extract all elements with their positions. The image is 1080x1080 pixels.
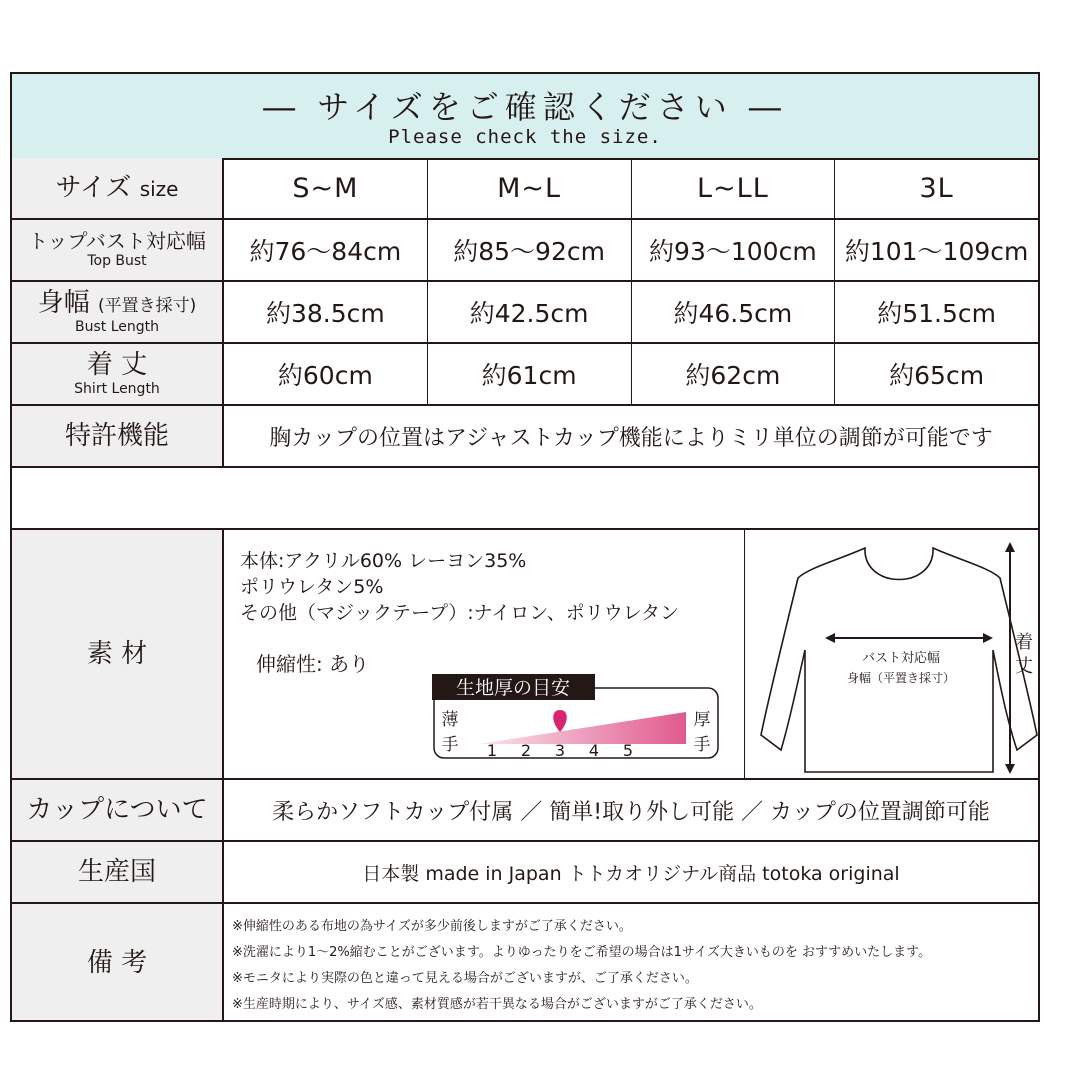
- page-title: ― サイズをご確認ください ―: [263, 88, 787, 126]
- gauge-thin-top: 薄: [441, 710, 459, 730]
- material-line: その他（マジックテープ）:ナイロン、ポリウレタン: [240, 602, 680, 624]
- size-l-ll: L~LL: [632, 158, 836, 218]
- width-label: [12, 282, 224, 342]
- length-arrow-top-icon: [1005, 542, 1015, 552]
- title-banner: [12, 74, 1038, 160]
- size-chart: [10, 72, 1040, 1022]
- material-composition: [240, 548, 679, 626]
- stretch-info: 伸縮性: あり: [256, 652, 370, 676]
- note-item: ※生産時期により、サイズ感、素材質感が若干異なる場合がございますがご了承ください。: [232, 997, 762, 1012]
- note-item: ※伸縮性のある布地の為サイズが多少前後しますがご了承ください。: [232, 919, 632, 934]
- width-label-jp: 身幅: [37, 288, 90, 318]
- width-label-1: バスト対応幅: [861, 651, 941, 666]
- bust-value: 約93～100cm: [632, 220, 836, 280]
- width-label-2: 身幅（平置き採寸）: [846, 671, 956, 685]
- gauge-title: 生地厚の目安: [455, 677, 571, 699]
- garment-illustration: [745, 530, 1040, 778]
- bust-label-en: Top Bust: [87, 253, 147, 270]
- size-s-m: S~M: [224, 158, 428, 218]
- notes-row: [12, 904, 1038, 1022]
- patent-text: 胸カップの位置はアジャストカップ機能によりミリ単位の調節が可能です: [269, 425, 993, 451]
- origin-row: [12, 842, 1038, 904]
- patent-row: [12, 406, 1038, 468]
- gauge-thick-bottom: 手: [693, 735, 711, 755]
- bust-value: 約101～109cm: [844, 237, 1029, 266]
- notes-label: [12, 904, 224, 1022]
- length-value: 約60cm: [224, 344, 428, 404]
- length-value: 約65cm: [889, 361, 985, 390]
- gauge-tick: 1: [486, 741, 498, 760]
- length-value: 約61cm: [428, 344, 632, 404]
- origin-text: 日本製 made in Japan トトカオリジナル商品 totoka original: [362, 862, 900, 885]
- width-value: 約42.5cm: [428, 282, 632, 342]
- gauge-tick: 4: [588, 741, 600, 760]
- length-label-en: Shirt Length: [74, 380, 160, 397]
- material-line: ポリウレタン5%: [240, 576, 384, 598]
- origin-label: [12, 842, 224, 902]
- note-item: ※モニタにより実際の色と違って見える場合がございますが、ご了承ください。: [232, 971, 698, 986]
- width-value: 約38.5cm: [224, 282, 428, 342]
- length-label-2: 丈: [1015, 656, 1033, 677]
- gauge-thin-bottom: 手: [441, 735, 459, 755]
- gauge-tick: 3: [554, 741, 566, 760]
- width-label-note: (平置き採寸): [98, 296, 197, 316]
- origin-label-text: 生産国: [77, 856, 156, 887]
- bust-row: [12, 220, 1038, 282]
- patent-label-text: 特許機能: [64, 420, 169, 451]
- note-item: ※洗濯により1～2%縮むことがございます。よりゆったりをご希望の場合は1サイズ大きいものを おすすめいたします。: [232, 945, 932, 960]
- bust-label: [12, 220, 224, 280]
- material-info: [224, 530, 745, 778]
- garment-diagram: [745, 530, 1038, 778]
- size-3l: 3L: [919, 172, 954, 204]
- width-row: [12, 282, 1038, 344]
- length-row: [12, 344, 1038, 406]
- gauge-tick: 5: [622, 741, 634, 760]
- bust-label-jp: トップバスト対応幅: [28, 229, 206, 254]
- gauge-tick: 2: [520, 741, 532, 760]
- cup-label-text: カップについて: [26, 794, 208, 825]
- bust-value: 約76～84cm: [224, 220, 428, 280]
- length-label: [12, 344, 224, 404]
- length-value: 約62cm: [632, 344, 836, 404]
- width-value: 約46.5cm: [632, 282, 836, 342]
- material-label-text: 素 材: [86, 638, 148, 669]
- material-row: [12, 530, 1038, 780]
- notes-list: [232, 914, 931, 1018]
- bust-value: 約85～92cm: [428, 220, 632, 280]
- size-label: [12, 158, 224, 218]
- material-label: [12, 530, 224, 778]
- spacer-row: [12, 468, 1038, 530]
- length-label-jp: 着 丈: [86, 350, 148, 380]
- size-label-jp: サイズ: [55, 172, 132, 203]
- thickness-gauge: [424, 670, 724, 770]
- material-line: 本体:アクリル60% レーヨン35%: [240, 550, 527, 572]
- cup-row: [12, 780, 1038, 842]
- width-value: 約51.5cm: [877, 299, 996, 328]
- page-subtitle: Please check the size.: [388, 126, 662, 148]
- cup-text: 柔らかソフトカップ付属 ／ 簡単!取り外し可能 ／ カップの位置調節可能: [272, 799, 990, 825]
- cup-label: [12, 780, 224, 840]
- width-label-en: Bust Length: [75, 318, 159, 335]
- length-arrow-bottom-icon: [1005, 764, 1015, 774]
- size-label-en: size: [139, 176, 179, 201]
- gauge-thick-top: 厚: [693, 710, 711, 730]
- size-m-l: M~L: [428, 158, 632, 218]
- notes-label-text: 備 考: [86, 947, 148, 978]
- patent-label: [12, 406, 224, 466]
- length-label-1: 着: [1015, 632, 1033, 653]
- size-row: [12, 158, 1038, 220]
